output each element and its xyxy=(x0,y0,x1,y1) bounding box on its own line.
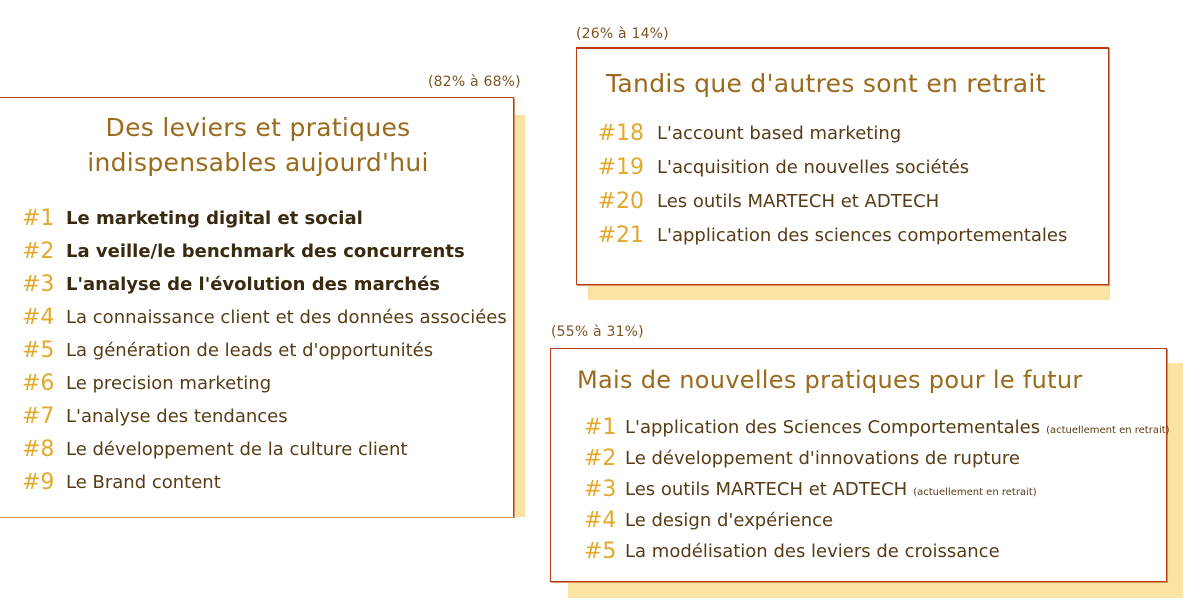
rank-number: #7 xyxy=(22,404,55,429)
item-label: Le precision marketing xyxy=(66,373,272,394)
item-note: (actuellement en retrait) xyxy=(913,487,1037,498)
panel-title-line1: Des leviers et pratiques xyxy=(105,113,411,142)
item-label: La modélisation des leviers de croissance xyxy=(625,541,1000,562)
rank-number: #2 xyxy=(584,446,617,471)
item-label: Le développement de la culture client xyxy=(66,439,408,460)
item-label: L'account based marketing xyxy=(657,123,902,144)
item-label: L'analyse des tendances xyxy=(66,406,288,427)
panel-shadow xyxy=(588,284,1110,300)
rank-number: #4 xyxy=(584,508,617,533)
item-label: Le Brand content xyxy=(66,472,221,493)
item-label: L'application des sciences comportementales xyxy=(657,225,1068,246)
item-label: L'acquisition de nouvelles sociétés xyxy=(657,157,970,178)
percentage-range: (55% à 31%) xyxy=(551,324,644,340)
rank-number: #2 xyxy=(22,239,55,264)
item-note: (actuellement en retrait) xyxy=(1046,425,1170,436)
rank-number: #3 xyxy=(22,272,55,297)
rank-number: #3 xyxy=(584,477,617,502)
rank-number: #1 xyxy=(584,415,617,440)
rank-number: #5 xyxy=(584,539,617,564)
panel-title-line2: indispensables aujourd'hui xyxy=(87,148,429,177)
item-label: La veille/le benchmark des concurrents xyxy=(66,241,465,262)
panel-title: Mais de nouvelles pratiques pour le futur xyxy=(577,366,1083,394)
item-label: L'application des Sciences Comportementales xyxy=(625,417,1041,438)
rank-number: #4 xyxy=(22,305,55,330)
item-label: Les outils MARTECH et ADTECH xyxy=(625,479,908,500)
percentage-range: (26% à 14%) xyxy=(576,26,669,42)
rank-number: #19 xyxy=(597,155,644,180)
rank-number: #6 xyxy=(22,371,55,396)
rank-number: #1 xyxy=(22,206,55,231)
percentage-range: (82% à 68%) xyxy=(428,74,521,90)
item-label: La génération de leads et d'opportunités xyxy=(66,340,434,361)
rank-number: #5 xyxy=(22,338,55,363)
item-label: L'analyse de l'évolution des marchés xyxy=(66,274,440,295)
panel-title xyxy=(0,110,516,180)
item-label: Le design d'expérience xyxy=(625,510,834,531)
panel-title: Tandis que d'autres sont en retrait xyxy=(606,69,1046,98)
item-label: La connaissance client et des données associées xyxy=(66,307,507,328)
item-label: Le développement d'innovations de rupture xyxy=(625,448,1020,469)
rank-number: #18 xyxy=(597,121,644,146)
rank-number: #20 xyxy=(597,189,644,214)
item-label: Le marketing digital et social xyxy=(66,208,363,229)
rank-number: #21 xyxy=(597,223,644,248)
rank-number: #9 xyxy=(22,470,55,495)
item-label: Les outils MARTECH et ADTECH xyxy=(657,191,940,212)
rank-number: #8 xyxy=(22,437,55,462)
